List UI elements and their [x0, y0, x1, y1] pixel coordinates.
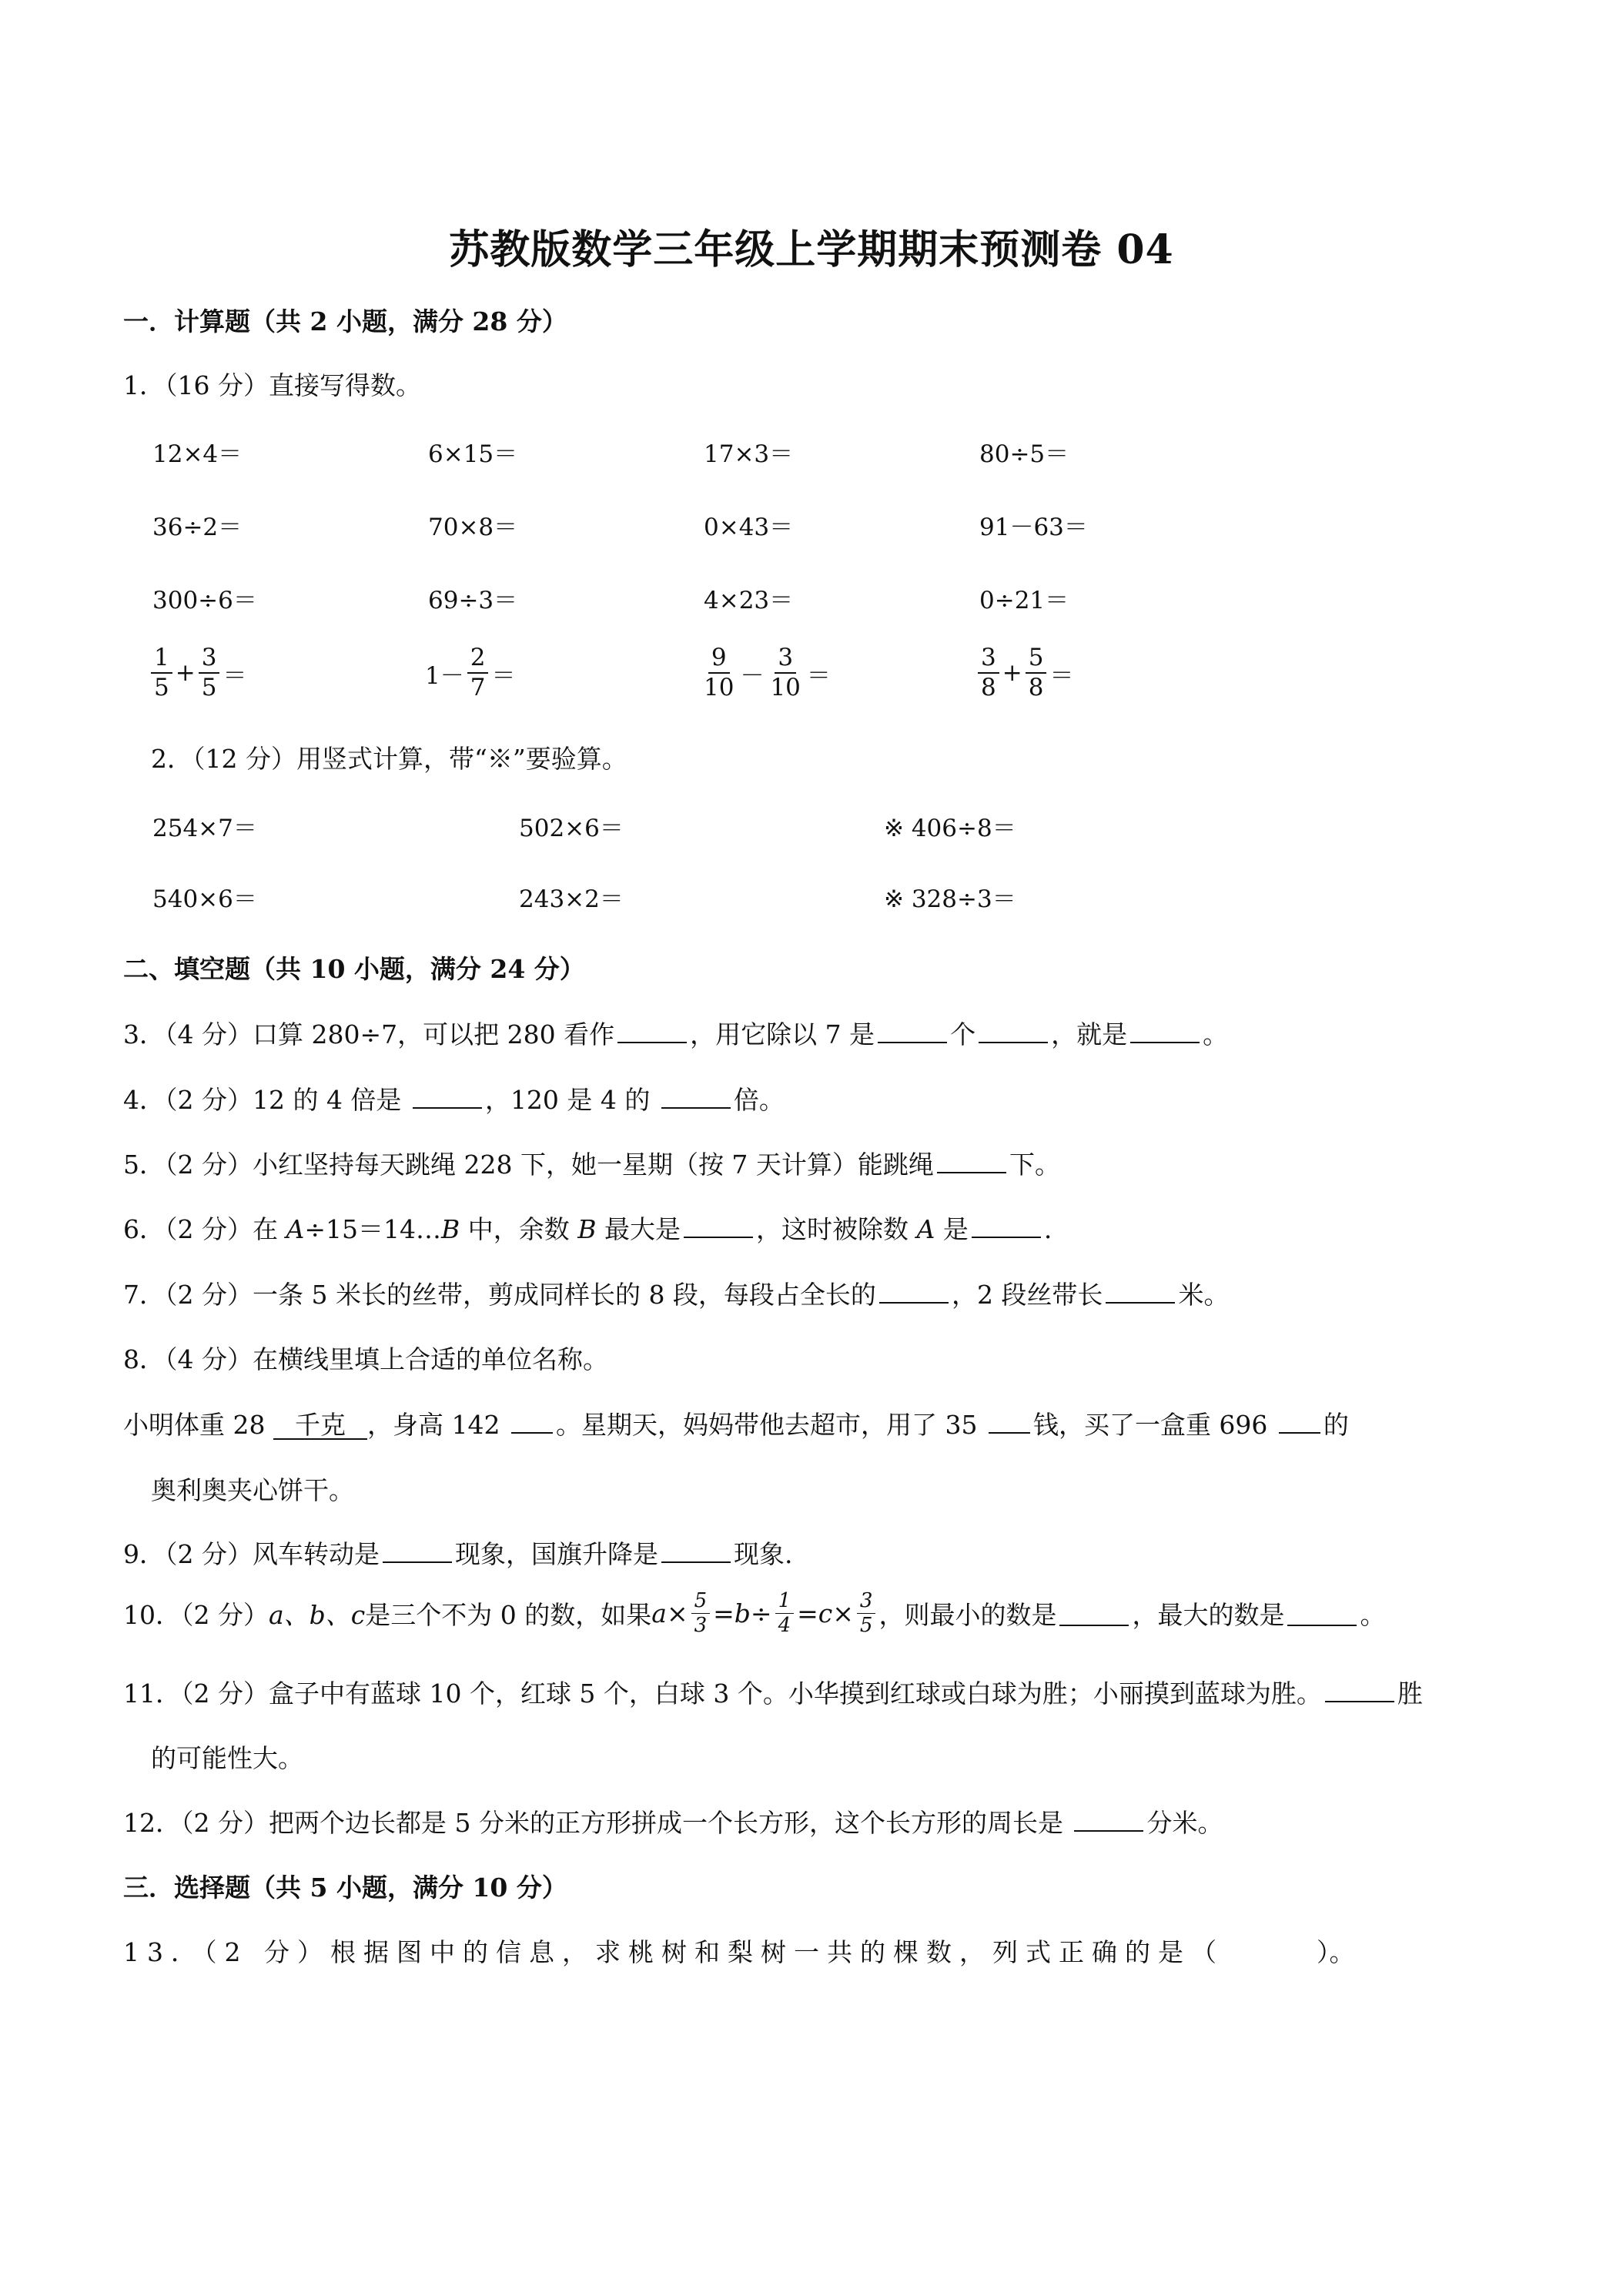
answer-blank[interactable] — [878, 1019, 947, 1043]
vertical-calc-2-3: ※ 328÷3＝ — [884, 885, 1016, 913]
numerator: 3 — [199, 644, 220, 674]
fraction — [467, 644, 489, 702]
q8-text-a: 小明体重 28 — [123, 1410, 273, 1440]
answer-blank[interactable] — [1074, 1807, 1143, 1832]
vertical-calc-1-3: ※ 406÷8＝ — [884, 815, 1016, 842]
variable-a: A — [916, 1214, 935, 1244]
times-sign: × — [832, 1598, 854, 1629]
fraction — [199, 644, 220, 702]
vertical-calc-2-1: 540×6＝ — [152, 885, 257, 913]
q3-text-b: ，用它除以 7 是 — [690, 1019, 875, 1049]
operator: + — [1002, 659, 1022, 688]
answer-blank[interactable] — [972, 1213, 1041, 1238]
q4-text-b: ，120 是 4 的 — [484, 1085, 658, 1115]
answer-blank[interactable] — [1106, 1279, 1175, 1304]
calc-2-4: 91－63＝ — [979, 514, 1088, 541]
numerator: 2 — [467, 644, 489, 674]
fraction — [151, 644, 172, 702]
question-8-line-2: 奥利奥夹心饼干。 — [151, 1475, 354, 1505]
q4-text-c: 倍。 — [733, 1085, 785, 1115]
vertical-calc-1-1: 254×7＝ — [152, 815, 257, 842]
q10-text-e: 。 — [1360, 1600, 1386, 1631]
page-title: 苏教版数学三年级上学期期末预测卷 04 — [449, 226, 1174, 273]
variable-c: c — [818, 1598, 833, 1629]
fraction — [775, 1589, 795, 1638]
equals: ＝ — [1049, 661, 1074, 690]
fraction-calc-3 — [698, 644, 831, 702]
equals: ＝ — [491, 661, 516, 690]
q6-text-b: ÷15＝14… — [304, 1214, 441, 1244]
denominator: 10 — [770, 674, 801, 702]
q7-text-b: ，2 段丝带长 — [951, 1280, 1103, 1310]
operator: － — [740, 661, 765, 690]
variable-a: a — [651, 1598, 667, 1629]
calc-3-3: 4×23＝ — [704, 587, 794, 614]
vertical-calc-2-2: 243×2＝ — [519, 885, 624, 913]
denominator: 7 — [470, 674, 486, 702]
variable-b: b — [734, 1598, 751, 1629]
q3-text-d: ，就是 — [1051, 1019, 1128, 1049]
question-12 — [123, 1803, 1223, 1839]
fraction-calc-4 — [975, 644, 1073, 702]
q10-text-a: 10．（2 分） — [123, 1600, 269, 1631]
answer-blank[interactable] — [1059, 1602, 1129, 1626]
calc-3-2: 69÷3＝ — [428, 587, 518, 614]
equals: ＝ — [806, 661, 831, 690]
q10-text-d: ，最大的数是 — [1132, 1600, 1285, 1631]
fraction — [1026, 644, 1047, 702]
q9-text-a: 9．（2 分）风车转动是 — [123, 1539, 380, 1569]
q6-text-g: . — [1043, 1214, 1052, 1244]
q3-text-c: 个 — [950, 1019, 976, 1049]
numerator: 3 — [978, 644, 999, 674]
section-1-heading: 一．计算题（共 2 小题，满分 28 分） — [123, 306, 567, 336]
q9-text-b: 现象，国旗升降是 — [454, 1539, 658, 1569]
q7-text-c: 米。 — [1178, 1280, 1230, 1310]
answer-blank[interactable] — [937, 1149, 1006, 1173]
q3-text-e: 。 — [1203, 1019, 1229, 1049]
q8-text-c: 。星期天，妈妈带他去超市，用了 35 — [555, 1410, 986, 1440]
numerator: 1 — [151, 644, 172, 674]
lead-term: 1－ — [425, 661, 464, 690]
q8-text-e: 的 — [1323, 1410, 1349, 1440]
times-sign: × — [666, 1598, 688, 1629]
q5-text-a: 5．（2 分）小红坚持每天跳绳 228 下，她一星期（按 7 天计算）能跳绳 — [123, 1150, 934, 1180]
q11-text-a: 11．（2 分）盒子中有蓝球 10 个，红球 5 个，白球 3 个。小华摸到红球或白球为胜；小丽摸到蓝球为胜。 — [123, 1678, 1322, 1709]
question-11-line-2: 的可能性大。 — [151, 1743, 303, 1773]
question-9 — [123, 1535, 792, 1571]
answer-blank[interactable] — [661, 1084, 731, 1109]
question-13 — [123, 1933, 1354, 1969]
question-1-prompt: 1．（16 分）直接写得数。 — [123, 370, 421, 400]
equals-sign: = — [797, 1598, 818, 1629]
answer-blank[interactable] — [979, 1019, 1048, 1043]
answer-blank[interactable] — [511, 1409, 553, 1434]
calc-3-1: 300÷6＝ — [152, 587, 257, 614]
answer-blank[interactable] — [684, 1213, 753, 1238]
equals: ＝ — [223, 661, 247, 690]
calc-2-3: 0×43＝ — [704, 514, 794, 541]
answer-blank[interactable] — [879, 1279, 949, 1304]
question-7 — [123, 1275, 1229, 1311]
fraction — [767, 644, 803, 702]
fraction-calc-1 — [148, 644, 246, 702]
denominator: 4 — [778, 1614, 791, 1638]
answer-blank[interactable] — [383, 1538, 452, 1563]
denominator: 8 — [1028, 674, 1044, 702]
question-2-prompt: 2．（12 分）用竖式计算，带“※”要验算。 — [151, 744, 627, 774]
calc-2-2: 70×8＝ — [428, 514, 518, 541]
question-11-line-1 — [123, 1674, 1423, 1710]
answer-blank[interactable] — [661, 1538, 731, 1563]
vertical-calc-1-2: 502×6＝ — [519, 815, 624, 842]
numerator: 9 — [708, 644, 730, 674]
fraction — [691, 1589, 711, 1638]
variables-abc: a、b、c — [268, 1600, 366, 1631]
q6-text-e: ，这时被除数 — [755, 1214, 917, 1244]
answer-blank[interactable] — [1279, 1409, 1320, 1434]
fraction — [701, 644, 737, 702]
answer-blank[interactable] — [1130, 1019, 1200, 1043]
denominator: 5 — [201, 674, 217, 702]
q7-text-a: 7．（2 分）一条 5 米长的丝带，剪成同样长的 8 段，每段占全长的 — [123, 1280, 876, 1310]
divide-sign: ÷ — [750, 1598, 772, 1629]
calc-1-4: 80÷5＝ — [979, 440, 1069, 468]
q12-text-a: 12．（2 分）把两个边长都是 5 分米的正方形拼成一个长方形，这个长方形的周长是 — [123, 1808, 1072, 1838]
filled-answer: 千克 — [273, 1412, 367, 1440]
q10-text-b: 是三个不为 0 的数，如果 — [365, 1600, 652, 1631]
fraction-calc-2 — [425, 644, 515, 702]
numerator: 3 — [857, 1589, 876, 1614]
answer-blank[interactable] — [617, 1019, 687, 1043]
calc-3-4: 0÷21＝ — [979, 587, 1069, 614]
equals-sign: = — [713, 1598, 735, 1629]
question-5 — [123, 1145, 1060, 1181]
denominator: 5 — [154, 674, 169, 702]
q5-text-b: 下。 — [1009, 1150, 1060, 1180]
section-3-heading: 三．选择题（共 5 小题，满分 10 分） — [123, 1873, 567, 1903]
calc-1-1: 12×4＝ — [152, 440, 243, 468]
question-4 — [123, 1080, 785, 1116]
question-6 — [123, 1210, 1052, 1246]
numerator: 1 — [775, 1589, 795, 1614]
variable-b: B — [440, 1214, 460, 1244]
q8-text-b: ，身高 142 — [366, 1410, 508, 1440]
calc-1-3: 17×3＝ — [704, 440, 794, 468]
operator: + — [175, 659, 196, 688]
q6-text-c: 中，余数 — [460, 1214, 578, 1244]
q13-text-b: ）。 — [1316, 1937, 1355, 1967]
fraction — [978, 644, 999, 702]
q6-text-a: 6．（2 分）在 — [123, 1214, 286, 1244]
q12-text-b: 分米。 — [1146, 1808, 1223, 1838]
calc-2-1: 36÷2＝ — [152, 514, 243, 541]
denominator: 10 — [704, 674, 735, 702]
question-3 — [123, 1015, 1228, 1051]
numerator: 5 — [691, 1589, 711, 1614]
q6-text-f: 是 — [935, 1214, 969, 1244]
variable-a: A — [286, 1214, 305, 1244]
numerator: 3 — [775, 644, 796, 674]
answer-blank[interactable] — [989, 1409, 1030, 1434]
q3-text-a: 3．（4 分）口算 280÷7，可以把 280 看作 — [123, 1019, 615, 1049]
numerator: 5 — [1026, 644, 1047, 674]
denominator: 8 — [981, 674, 996, 702]
question-10 — [123, 1589, 1385, 1638]
q9-text-c: 现象. — [733, 1539, 793, 1569]
answer-blank[interactable] — [413, 1084, 482, 1109]
fraction — [857, 1589, 876, 1638]
section-2-heading: 二、填空题（共 10 小题，满分 24 分） — [123, 954, 585, 984]
q10-text-c: ，则最小的数是 — [878, 1600, 1057, 1631]
q11-text-b: 胜 — [1397, 1678, 1423, 1709]
question-8-prompt: 8．（4 分）在横线里填上合适的单位名称。 — [123, 1344, 608, 1374]
q8-text-d: 钱，买了一盒重 696 — [1032, 1410, 1276, 1440]
answer-blank[interactable] — [1287, 1602, 1357, 1626]
denominator: 5 — [859, 1614, 873, 1638]
q6-text-d: 最大是 — [596, 1214, 681, 1244]
answer-blank[interactable] — [1325, 1678, 1394, 1702]
denominator: 3 — [694, 1614, 708, 1638]
question-8-line-1 — [123, 1405, 1349, 1441]
calc-1-2: 6×15＝ — [428, 440, 518, 468]
q4-text-a: 4．（2 分）12 的 4 倍是 — [123, 1085, 410, 1115]
variable-b: B — [577, 1214, 597, 1244]
q13-text-a: 13．（2 分）根据图中的信息，求桃树和梨树一共的棵数，列式正确的是（ — [123, 1937, 1224, 1967]
